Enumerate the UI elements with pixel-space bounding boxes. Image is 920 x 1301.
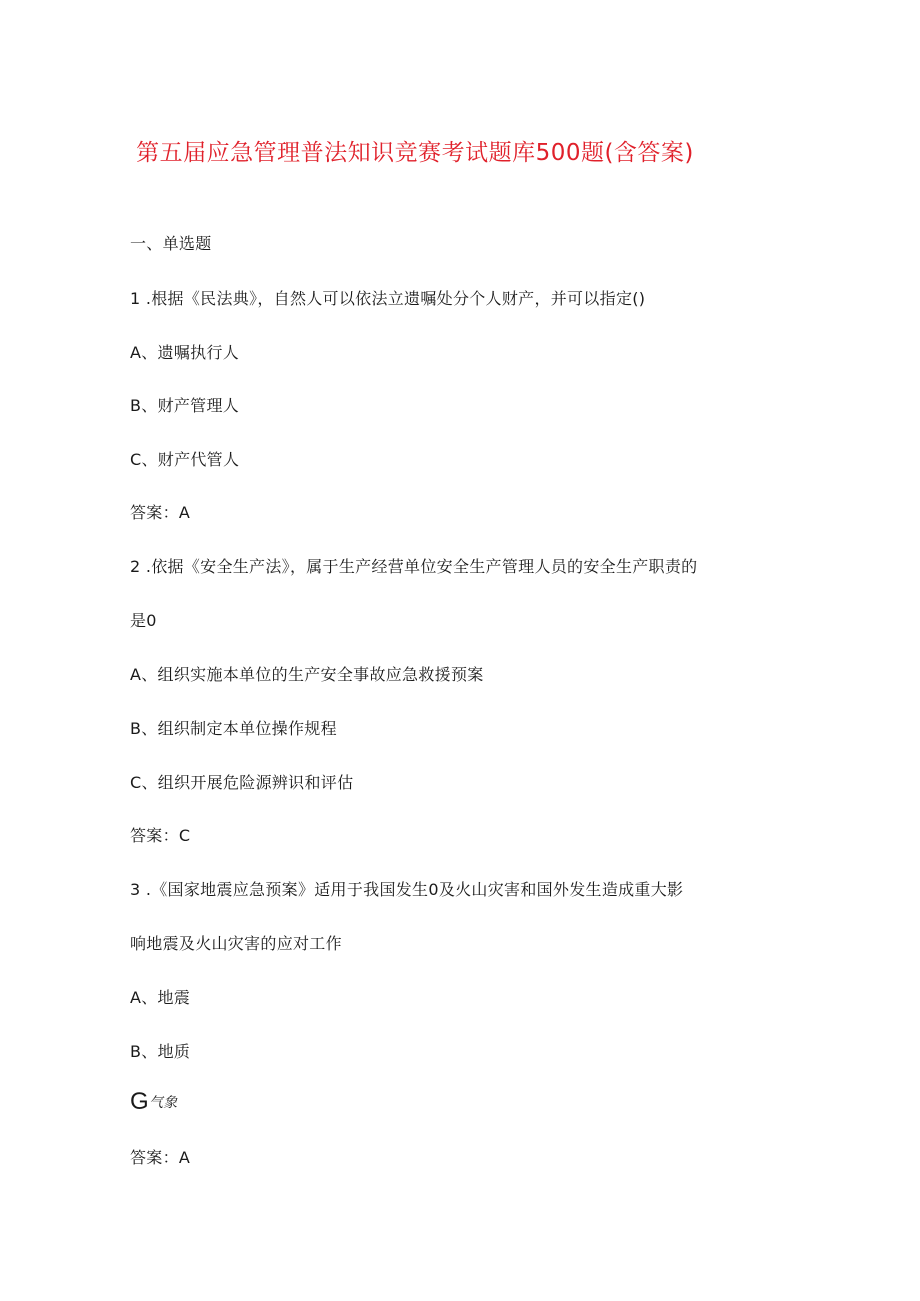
question-2-stem-line-1: 2 .依据《安全生产法》，属于生产经营单位安全生产管理人员的安全生产职责的 — [130, 557, 698, 576]
question-3-option-c — [130, 1088, 178, 1116]
question-3-answer: 答案：A — [130, 1148, 191, 1167]
question-1-stem: 1 .根据《民法典》，自然人可以依法立遗嘱处分个人财产，并可以指定() — [130, 289, 646, 308]
question-1-option-c: C、财产代管人 — [130, 450, 240, 469]
question-1-answer: 答案：A — [130, 503, 191, 522]
section-heading: 一、单选题 — [130, 234, 212, 253]
question-2-option-b: B、组织制定本单位操作规程 — [130, 719, 337, 738]
question-1-option-a: A、遗嘱执行人 — [130, 343, 240, 362]
question-2-stem-line-2: 是0 — [130, 611, 157, 630]
question-3-option-b: B、地质 — [130, 1042, 191, 1061]
question-2-option-a: A、组织实施本单位的生产安全事故应急救援预案 — [130, 665, 484, 684]
question-2-answer: 答案：C — [130, 826, 191, 845]
question-3-option-c-prefix: G — [130, 1088, 149, 1115]
question-3-option-c-text: 气象 — [148, 1095, 178, 1111]
page-title: 第五届应急管理普法知识竞赛考试题库500题(含答案) — [136, 140, 694, 166]
question-3-stem-line-1: 3 .《国家地震应急预案》适用于我国发生0及火山灾害和国外发生造成重大影 — [130, 880, 684, 899]
question-3-option-a: A、地震 — [130, 988, 191, 1007]
question-3-stem-line-2: 响地震及火山灾害的应对工作 — [130, 934, 342, 953]
question-1-option-b: B、财产管理人 — [130, 396, 240, 415]
question-2-option-c: C、组织开展危险源辨识和评估 — [130, 773, 354, 792]
